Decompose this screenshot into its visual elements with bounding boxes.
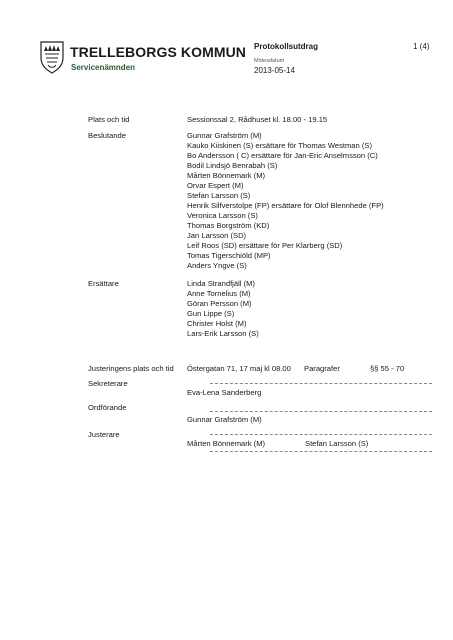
adjuster-name-2: Stefan Larsson (S) [305, 439, 369, 448]
deciding-member: Orvar Espert (M) [187, 181, 244, 190]
deciding-member: Veronica Larsson (S) [187, 211, 258, 220]
deciding-member: Mårten Bönnemark (M) [187, 171, 266, 180]
substitute-member: Linda Strandfjäll (M) [187, 279, 255, 288]
meeting-date: 2013-05-14 [254, 66, 295, 75]
deciding-member: Leif Roos (SD) ersättare för Per Klarberg (SD) [187, 241, 343, 250]
substitute-member: Göran Persson (M) [187, 299, 252, 308]
deciding-member: Thomas Borgström (KD) [187, 221, 270, 230]
adjusters-signature-line [210, 434, 432, 435]
substitute-member: Christer Holst (M) [187, 319, 247, 328]
place-time-value: Sessionssal 2, Rådhuset kl. 18.00 - 19.15 [187, 115, 328, 124]
deciding-member: Jan Larsson (SD) [187, 231, 247, 240]
deciding-member: Henrik Silfverstolpe (FP) ersättare för Olof Blennhede (FP) [187, 201, 384, 210]
deciding-member: Kauko Kiiskinen (S) ersättare för Thomas Westman (S) [187, 141, 372, 150]
page-number: 1 (4) [413, 42, 430, 51]
secretary-label: Sekreterare [88, 379, 128, 388]
deciding-member: Bodil Lindsjö Benrabah (S) [187, 161, 278, 170]
department-name: Servicenämnden [71, 63, 136, 72]
secretary-signature-line [210, 383, 432, 384]
substitute-member: Gun Lippe (S) [187, 309, 235, 318]
paragraphs-label: Paragrafer [304, 364, 340, 373]
deciding-member: Anders Yngve (S) [187, 261, 247, 270]
deciding-member: Gunnar Grafström (M) [187, 131, 262, 140]
deciding-member: Stefan Larsson (S) [187, 191, 251, 200]
paragraphs-value: §§ 55 - 70 [370, 364, 405, 373]
chair-label: Ordförande [88, 403, 127, 412]
secretary-name: Eva-Lena Sanderberg [187, 388, 262, 397]
adjuster-name-1: Mårten Bönnemark (M) [187, 439, 266, 448]
chair-name: Gunnar Grafström (M) [187, 415, 262, 424]
deciding-member: Bo Andersson ( C) ersättare för Jan-Eric Anselmsson (C) [187, 151, 378, 160]
deciding-label: Beslutande [88, 131, 126, 140]
adjustment-place-time: Östergatan 71, 17 maj kl 08.00 [187, 364, 291, 373]
adjusters-label: Justerare [88, 430, 120, 439]
place-time-label: Plats och tid [88, 115, 130, 124]
deciding-member: Tomas Tigerschiöld (MP) [187, 251, 271, 260]
adjusters-bottom-line [210, 451, 432, 452]
meeting-date-label: Mötesdatum [254, 58, 285, 64]
substitute-member: Lars-Erik Larsson (S) [187, 329, 259, 338]
substitutes-label: Ersättare [88, 279, 119, 288]
organization-name: TRELLEBORGS KOMMUN [70, 44, 247, 60]
document-type: Protokollsutdrag [254, 42, 319, 51]
substitute-member: Anne Tornelius (M) [187, 289, 251, 298]
adjustment-place-time-label: Justeringens plats och tid [88, 364, 174, 373]
chair-signature-line [210, 411, 432, 412]
municipal-crest-logo [38, 40, 66, 74]
